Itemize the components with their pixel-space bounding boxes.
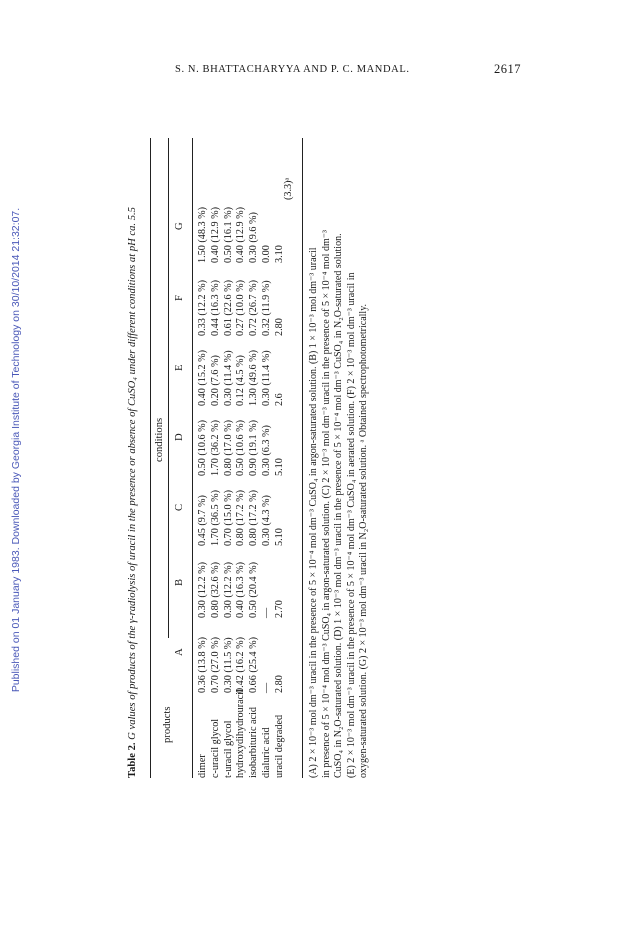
- table-cell: 0.33 (12.2 %): [197, 279, 208, 336]
- table-cell: 0.80 (17.2 %): [235, 489, 247, 546]
- column-header-a: A: [174, 648, 185, 656]
- watermark-text: Published on 01 January 1983. Downloaded by Georgia Institute of Technology on 30/10/2014 21:32:07.: [10, 207, 22, 693]
- table-block: [128, 138, 388, 778]
- table-cell: 0.30 (9.6 %): [248, 212, 260, 263]
- table-cell: 0.30 (6.3 %): [261, 425, 272, 476]
- table-cell: 5.10: [273, 458, 285, 476]
- table-cell: 0.61 (22.6 %): [222, 279, 234, 336]
- column-header-g: G: [174, 222, 185, 230]
- table-footnote: [308, 138, 371, 778]
- footnote-line: (E) 2 × 10⁻³ mol dm⁻³ uracil in the presence of 5 × 10⁻⁴ mol dm⁻³ CuSO₄ in aerated solution. (F) 2 × 10⁻³ mol dm⁻³ uracil in: [345, 272, 357, 778]
- table-cell: 0.40 (12.9 %): [235, 206, 247, 263]
- table-cell: 1.30 (49.6 %): [248, 349, 260, 406]
- page-number: 2617: [494, 62, 521, 76]
- table-cell: 0.44 (16.3 %): [209, 279, 221, 336]
- caption-text: G values of products of the γ-radiolysis of uracil in the presence or absence of CuSO₄ under different conditions at pH ca. 5.5: [127, 207, 138, 740]
- table-cell: 0.42 (16.2 %): [235, 636, 247, 693]
- table-caption: [128, 207, 139, 778]
- product-name: dimer: [197, 754, 208, 778]
- table-cell: 0.50 (10.6 %): [197, 419, 208, 476]
- table-cell: 0.72 (26.7 %): [248, 279, 260, 336]
- products-header: products: [162, 706, 173, 743]
- table-cell: 0.80 (17.0 %): [222, 419, 234, 476]
- product-name: c-uracil glycol: [209, 718, 221, 778]
- product-name: hydroxydihydrouracil: [235, 689, 247, 778]
- table-cell: 0.50 (20.4 %): [248, 561, 260, 618]
- column-header-d: D: [174, 433, 185, 441]
- table-cell: 1.70 (36.2 %): [209, 419, 221, 476]
- table-cell: 0.20 (7.6 %): [209, 355, 221, 406]
- product-name: t-uracil glycol: [222, 720, 234, 778]
- table-cell: 0.30 (11.5 %): [222, 637, 234, 693]
- g-extra-value: (3.3)ᵃ: [283, 177, 294, 200]
- bottom-rule: [302, 138, 303, 778]
- footnote-line: in presence of 5 × 10⁻⁴ mol dm⁻³ CuSO₄ in argon-saturated solution. (C) 2 × 10⁻³ mol dm⁻³ uracil in the presence of 5 × 10⁻⁴ mol dm⁻³: [320, 230, 332, 778]
- column-header-f: F: [174, 295, 185, 301]
- table-cell: 0.70 (27.0 %): [209, 636, 221, 693]
- publication-watermark: [9, 135, 23, 765]
- table-cell: 0.00: [261, 245, 272, 263]
- table-cell: 0.30 (11.4 %): [261, 350, 272, 406]
- product-name: isobarbituric acid: [248, 706, 260, 778]
- table-cell: 2.6: [273, 393, 285, 406]
- table-cell: 3.10: [273, 245, 285, 263]
- column-header-b: B: [174, 578, 185, 586]
- table-cell: 0.30 (4.3 %): [261, 495, 272, 546]
- product-name: uracil degraded: [273, 714, 285, 778]
- table-cell: 0.40 (12.9 %): [209, 206, 221, 263]
- table-cell: 0.30 (12.2 %): [222, 561, 234, 618]
- table-cell: 2.70: [273, 600, 285, 618]
- table-cell: 0.50 (10.6 %): [235, 419, 247, 476]
- table-cell: 0.30 (12.2 %): [197, 561, 208, 618]
- column-header-e: E: [174, 364, 185, 371]
- table-cell: 0.45 (9.7 %): [197, 495, 208, 546]
- table-label: Table 2.: [127, 742, 138, 778]
- table-cell: 0.32 (11.9 %): [261, 280, 272, 336]
- table-cell: 0.40 (15.2 %): [197, 349, 208, 406]
- product-name: dialuric acid: [261, 727, 272, 778]
- table-cell: 0.80 (32.6 %): [209, 561, 221, 618]
- table-cell: 1.70 (36.5 %): [209, 489, 221, 546]
- table-cell: 2.80: [273, 675, 285, 693]
- table-cell: 0.36 (13.8 %): [197, 636, 208, 693]
- table-cell: 0.40 (16.3 %): [235, 561, 247, 618]
- conditions-rule: [168, 138, 169, 638]
- table-cell: 2.80: [273, 318, 285, 336]
- table-cell: 5.10: [273, 528, 285, 546]
- footnote-line: (A) 2 × 10⁻³ mol dm⁻³ uracil in the presence of 5 × 10⁻⁴ mol dm⁻³ CuSO₄ in argon-saturated solution. (B) 1 × 10⁻³ mol dm⁻³ uracil: [308, 247, 319, 778]
- footnote-line: oxygen-saturated solution. (G) 2 × 10⁻³ mol dm⁻³ uracil in N₂O-saturated solution. ᵃ Obtained spectrophotometrically.: [358, 303, 369, 778]
- conditions-header: conditions: [154, 417, 165, 462]
- top-rule: [150, 138, 151, 778]
- footnote-line: CuSO₄ in N₂O-saturated solution. (D) 1 × 10⁻³ mol dm⁻³ uracil in the presence of 5 × 10⁻⁴ mol dm⁻³ CuSO₄ in N₂O-saturated solution.: [333, 233, 344, 778]
- table-cell: 0.30 (11.4 %): [222, 350, 234, 406]
- table-cell: —: [261, 607, 272, 618]
- table-cell: 0.27 (10.0 %): [235, 279, 247, 336]
- running-head: S. N. BHATTACHARYYA AND P. C. MANDAL.: [175, 64, 410, 75]
- table-cell: 0.90 (19.1 %): [248, 419, 260, 476]
- table-cell: 0.50 (16.1 %): [222, 206, 234, 263]
- header-rule: [192, 138, 193, 778]
- table-cell: 0.70 (15.0 %): [222, 489, 234, 546]
- table-cell: 0.12 (4.5 %): [235, 355, 247, 406]
- table-cell: 1.50 (48.3 %): [197, 206, 208, 263]
- column-header-c: C: [174, 503, 185, 511]
- table-cell: —: [261, 682, 272, 693]
- table-cell: 0.80 (17.2 %): [248, 489, 260, 546]
- table-cell: 0.66 (25.4 %): [248, 636, 260, 693]
